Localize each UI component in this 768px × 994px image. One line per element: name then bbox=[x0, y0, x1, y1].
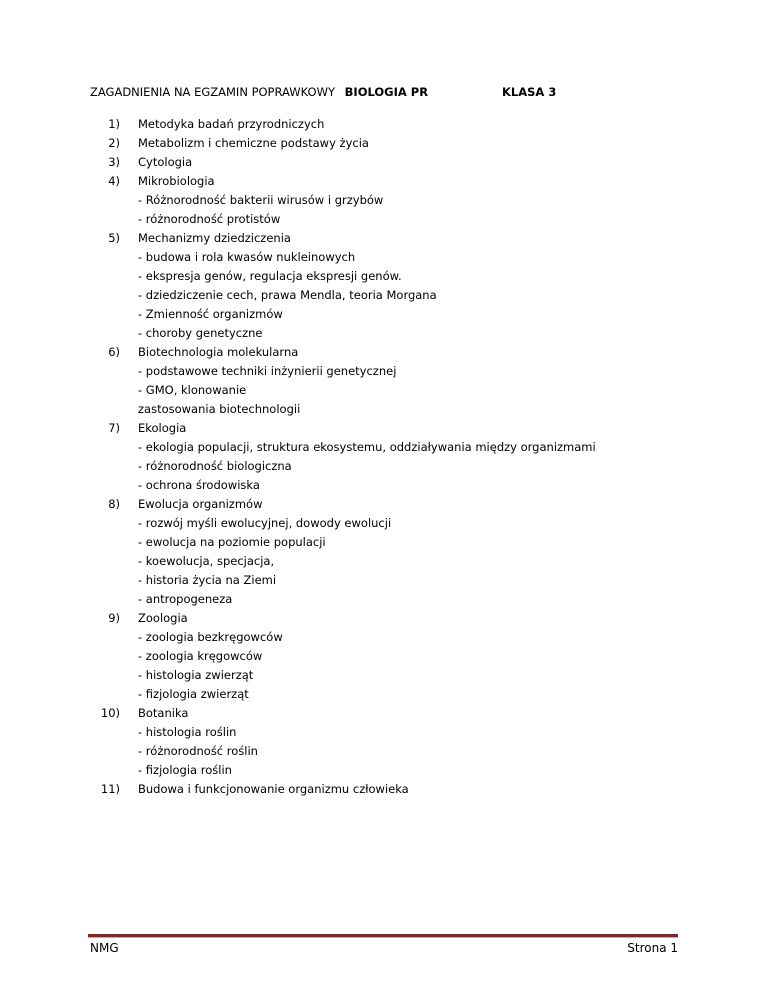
topic-number: 4) bbox=[108, 174, 120, 188]
subtopic-item: - ewolucja na poziomie populacji bbox=[138, 535, 326, 549]
topic-number: 3) bbox=[108, 155, 120, 169]
subtopic-item: - fizjologia roślin bbox=[138, 763, 232, 777]
document-header bbox=[90, 85, 557, 99]
subtopic-item: - różnorodność roślin bbox=[138, 744, 258, 758]
subtopic-item: - koewolucja, specjacja, bbox=[138, 554, 275, 568]
topic-number: 7) bbox=[108, 421, 120, 435]
topic-item bbox=[90, 153, 730, 172]
topic-number: 10) bbox=[100, 706, 120, 720]
topic-item bbox=[90, 343, 730, 362]
topic-number: 5) bbox=[108, 231, 120, 245]
subtopic-item: - zoologia kręgowców bbox=[138, 649, 263, 663]
topic-item bbox=[90, 495, 730, 514]
subtopic-item: - ochrona środowiska bbox=[138, 478, 260, 492]
topic-title: Ekologia bbox=[138, 421, 187, 435]
topic-number: 8) bbox=[108, 497, 120, 511]
header-klasa: KLASA 3 bbox=[502, 85, 557, 99]
topic-number: 11) bbox=[100, 782, 120, 796]
subtopic-item: - ekspresja genów, regulacja ekspresji genów. bbox=[138, 269, 402, 283]
topic-number: 9) bbox=[108, 611, 120, 625]
topic-item bbox=[90, 609, 730, 628]
topic-title: Budowa i funkcjonowanie organizmu człowieka bbox=[138, 782, 409, 796]
topic-title: Botanika bbox=[138, 706, 189, 720]
topic-title: Cytologia bbox=[138, 155, 193, 169]
topic-number: 1) bbox=[108, 117, 120, 131]
subtopic-item: zastosowania biotechnologii bbox=[138, 402, 301, 416]
subtopic-item: - GMO, klonowanie bbox=[138, 383, 247, 397]
header-subject: BIOLOGIA PR bbox=[344, 85, 429, 99]
page-number: Strona 1 bbox=[627, 941, 678, 955]
subtopic-item: - podstawowe techniki inżynierii genetycznej bbox=[138, 364, 397, 378]
subtopic-item: - Różnorodność bakterii wirusów i grzybów bbox=[138, 193, 384, 207]
subtopic-item: - histologia roślin bbox=[138, 725, 237, 739]
subtopic-item: - fizjologia zwierząt bbox=[138, 687, 249, 701]
topic-title: Mikrobiologia bbox=[138, 174, 215, 188]
topic-item bbox=[90, 172, 730, 191]
topic-title: Metabolizm i chemiczne podstawy życia bbox=[138, 136, 369, 150]
topic-title: Mechanizmy dziedziczenia bbox=[138, 231, 291, 245]
subtopic-item: - zoologia bezkręgowców bbox=[138, 630, 283, 644]
topic-title: Metodyka badań przyrodniczych bbox=[138, 117, 325, 131]
topic-item bbox=[90, 419, 730, 438]
subtopic-item: - historia życia na Ziemi bbox=[138, 573, 277, 587]
subtopic-item: - antropogeneza bbox=[138, 592, 233, 606]
subtopic-item: - budowa i rola kwasów nukleinowych bbox=[138, 250, 356, 264]
topic-item bbox=[90, 229, 730, 248]
subtopic-item: - histologia zwierząt bbox=[138, 668, 254, 682]
topic-number: 2) bbox=[108, 136, 120, 150]
topic-title: Zoologia bbox=[138, 611, 188, 625]
topic-list bbox=[90, 115, 730, 799]
topic-title: Biotechnologia molekularna bbox=[138, 345, 299, 359]
header-title: ZAGADNIENIA NA EGZAMIN POPRAWKOWY bbox=[90, 85, 335, 99]
subtopic-item: - choroby genetyczne bbox=[138, 326, 263, 340]
topic-item bbox=[90, 134, 730, 153]
topic-title: Ewolucja organizmów bbox=[138, 497, 263, 511]
subtopic-item: - Zmienność organizmów bbox=[138, 307, 283, 321]
subtopic-item: - ekologia populacji, struktura ekosystemu, oddziaływania między organizmami bbox=[138, 440, 596, 454]
topic-item bbox=[90, 704, 730, 723]
footer-divider bbox=[88, 934, 678, 938]
topic-number: 6) bbox=[108, 345, 120, 359]
subtopic-item: - rozwój myśli ewolucyjnej, dowody ewolucji bbox=[138, 516, 392, 530]
topic-item bbox=[90, 780, 730, 799]
footer-left-text: NMG bbox=[90, 941, 119, 955]
topic-item bbox=[90, 115, 730, 134]
subtopic-item: - różnorodność biologiczna bbox=[138, 459, 292, 473]
subtopic-item: - dziedziczenie cech, prawa Mendla, teoria Morgana bbox=[138, 288, 437, 302]
subtopic-item: - różnorodność protistów bbox=[138, 212, 281, 226]
